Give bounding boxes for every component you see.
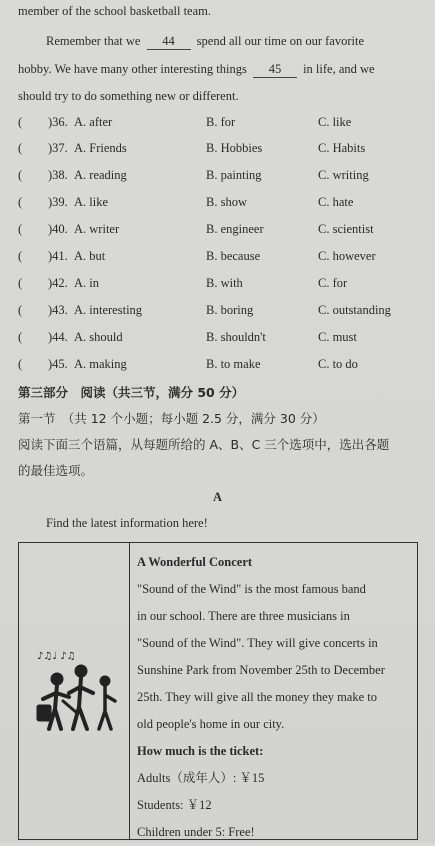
option-a: A. in	[74, 276, 99, 290]
option-c: C. however	[318, 249, 376, 263]
answer-paren: (	[18, 303, 23, 317]
instructions-line-1: 阅读下面三个语篇，从每题所给的 A、B、C 三个选项中，选出各题	[18, 437, 390, 452]
question-number: )42.	[48, 276, 68, 290]
answer-paren: (	[18, 168, 23, 182]
price-adults: Adults（成年人）: ￥15	[137, 771, 265, 785]
answer-paren: (	[18, 330, 23, 344]
question-row	[18, 276, 428, 296]
blank-44: 44	[147, 34, 191, 50]
question-row	[18, 115, 428, 135]
text: spend all our time on our favorite	[196, 34, 364, 48]
option-c: C. hate	[318, 195, 354, 209]
ad-title: A Wonderful Concert	[137, 555, 253, 569]
ad-line: old people's home in our city.	[137, 717, 285, 731]
option-c: C. like	[318, 115, 352, 129]
answer-paren: (	[18, 276, 23, 290]
passage-line-2	[18, 62, 375, 78]
passage-line-3: should try to do something new or different.	[18, 89, 239, 103]
text: in life, and we	[303, 62, 375, 76]
question-number: )43.	[48, 303, 68, 317]
question-number: )41.	[48, 249, 68, 263]
option-b: B. boring	[206, 303, 254, 317]
question-number: )44.	[48, 330, 68, 344]
ad-line: "Sound of the Wind". They will give concerts in	[137, 636, 378, 650]
ad-line: in our school. There are three musicians in	[137, 609, 350, 623]
question-row	[18, 249, 428, 269]
option-a: A. Friends	[74, 141, 127, 155]
question-row	[18, 357, 428, 377]
intro-line: Find the latest information here!	[46, 516, 208, 530]
question-number: )45.	[48, 357, 68, 371]
answer-paren: (	[18, 357, 23, 371]
option-c: C. scientist	[318, 222, 374, 236]
option-a: A. like	[74, 195, 109, 209]
option-b: B. show	[206, 195, 247, 209]
question-row	[18, 141, 428, 161]
option-b: B. for	[206, 115, 236, 129]
passage-line-0: member of the school basketball team.	[18, 4, 211, 18]
text: Remember that we	[46, 34, 141, 48]
question-number: )39.	[48, 195, 68, 209]
price-children: Children under 5: Free!	[137, 825, 255, 839]
sub-title: 第一节 （共 12 个小题；每小题 2.5 分，满分 30 分）	[18, 411, 325, 426]
option-b: B. to make	[206, 357, 261, 371]
option-b: B. Hobbies	[206, 141, 263, 155]
option-a: A. interesting	[74, 303, 143, 317]
svg-text:♪♫♩ ♪♫: ♪♫♩ ♪♫	[37, 651, 76, 662]
question-row	[18, 222, 428, 242]
option-b: B. painting	[206, 168, 262, 182]
option-c: C. outstanding	[318, 303, 391, 317]
price-students: Students: ￥12	[137, 798, 212, 812]
option-b: B. engineer	[206, 222, 264, 236]
answer-paren: (	[18, 249, 23, 263]
question-row	[18, 195, 428, 215]
option-c: C. to do	[318, 357, 358, 371]
answer-paren: (	[18, 195, 23, 209]
band-illustration-icon	[29, 643, 119, 733]
part-title: 第三部分 阅读（共三节，满分 50 分）	[18, 385, 245, 400]
concert-ad-text	[137, 549, 417, 846]
text: hobby. We have many other interesting things	[18, 62, 247, 76]
option-a: A. making	[74, 357, 127, 371]
option-c: C. writing	[318, 168, 369, 182]
option-c: C. must	[318, 330, 357, 344]
option-a: A. writer	[74, 222, 120, 236]
box-divider	[129, 543, 130, 839]
ticket-heading: How much is the ticket:	[137, 744, 264, 758]
question-row	[18, 168, 428, 188]
instructions-line-2: 的最佳选项。	[18, 463, 94, 478]
question-row	[18, 303, 428, 323]
question-number: )36.	[48, 115, 68, 129]
option-c: C. Habits	[318, 141, 366, 155]
option-b: B. because	[206, 249, 261, 263]
option-b: B. with	[206, 276, 243, 290]
question-number: )37.	[48, 141, 68, 155]
answer-paren: (	[18, 222, 23, 236]
option-a: A. but	[74, 249, 106, 263]
ad-line: 25th. They will give all the money they make to	[137, 690, 377, 704]
question-number: )40.	[48, 222, 68, 236]
option-b: B. shouldn't	[206, 330, 266, 344]
concert-ad-box	[18, 542, 418, 840]
blank-45: 45	[253, 62, 297, 78]
option-a: A. should	[74, 330, 123, 344]
option-a: A. after	[74, 115, 113, 129]
question-row	[18, 330, 428, 350]
option-c: C. for	[318, 276, 348, 290]
answer-paren: (	[18, 141, 23, 155]
answer-paren: (	[18, 115, 23, 129]
ad-line: "Sound of the Wind" is the most famous band	[137, 582, 366, 596]
passage-line-1	[46, 34, 364, 50]
passage-letter: A	[212, 490, 223, 504]
question-number: )38.	[48, 168, 68, 182]
option-a: A. reading	[74, 168, 127, 182]
ad-line: Sunshine Park from November 25th to December	[137, 663, 385, 677]
